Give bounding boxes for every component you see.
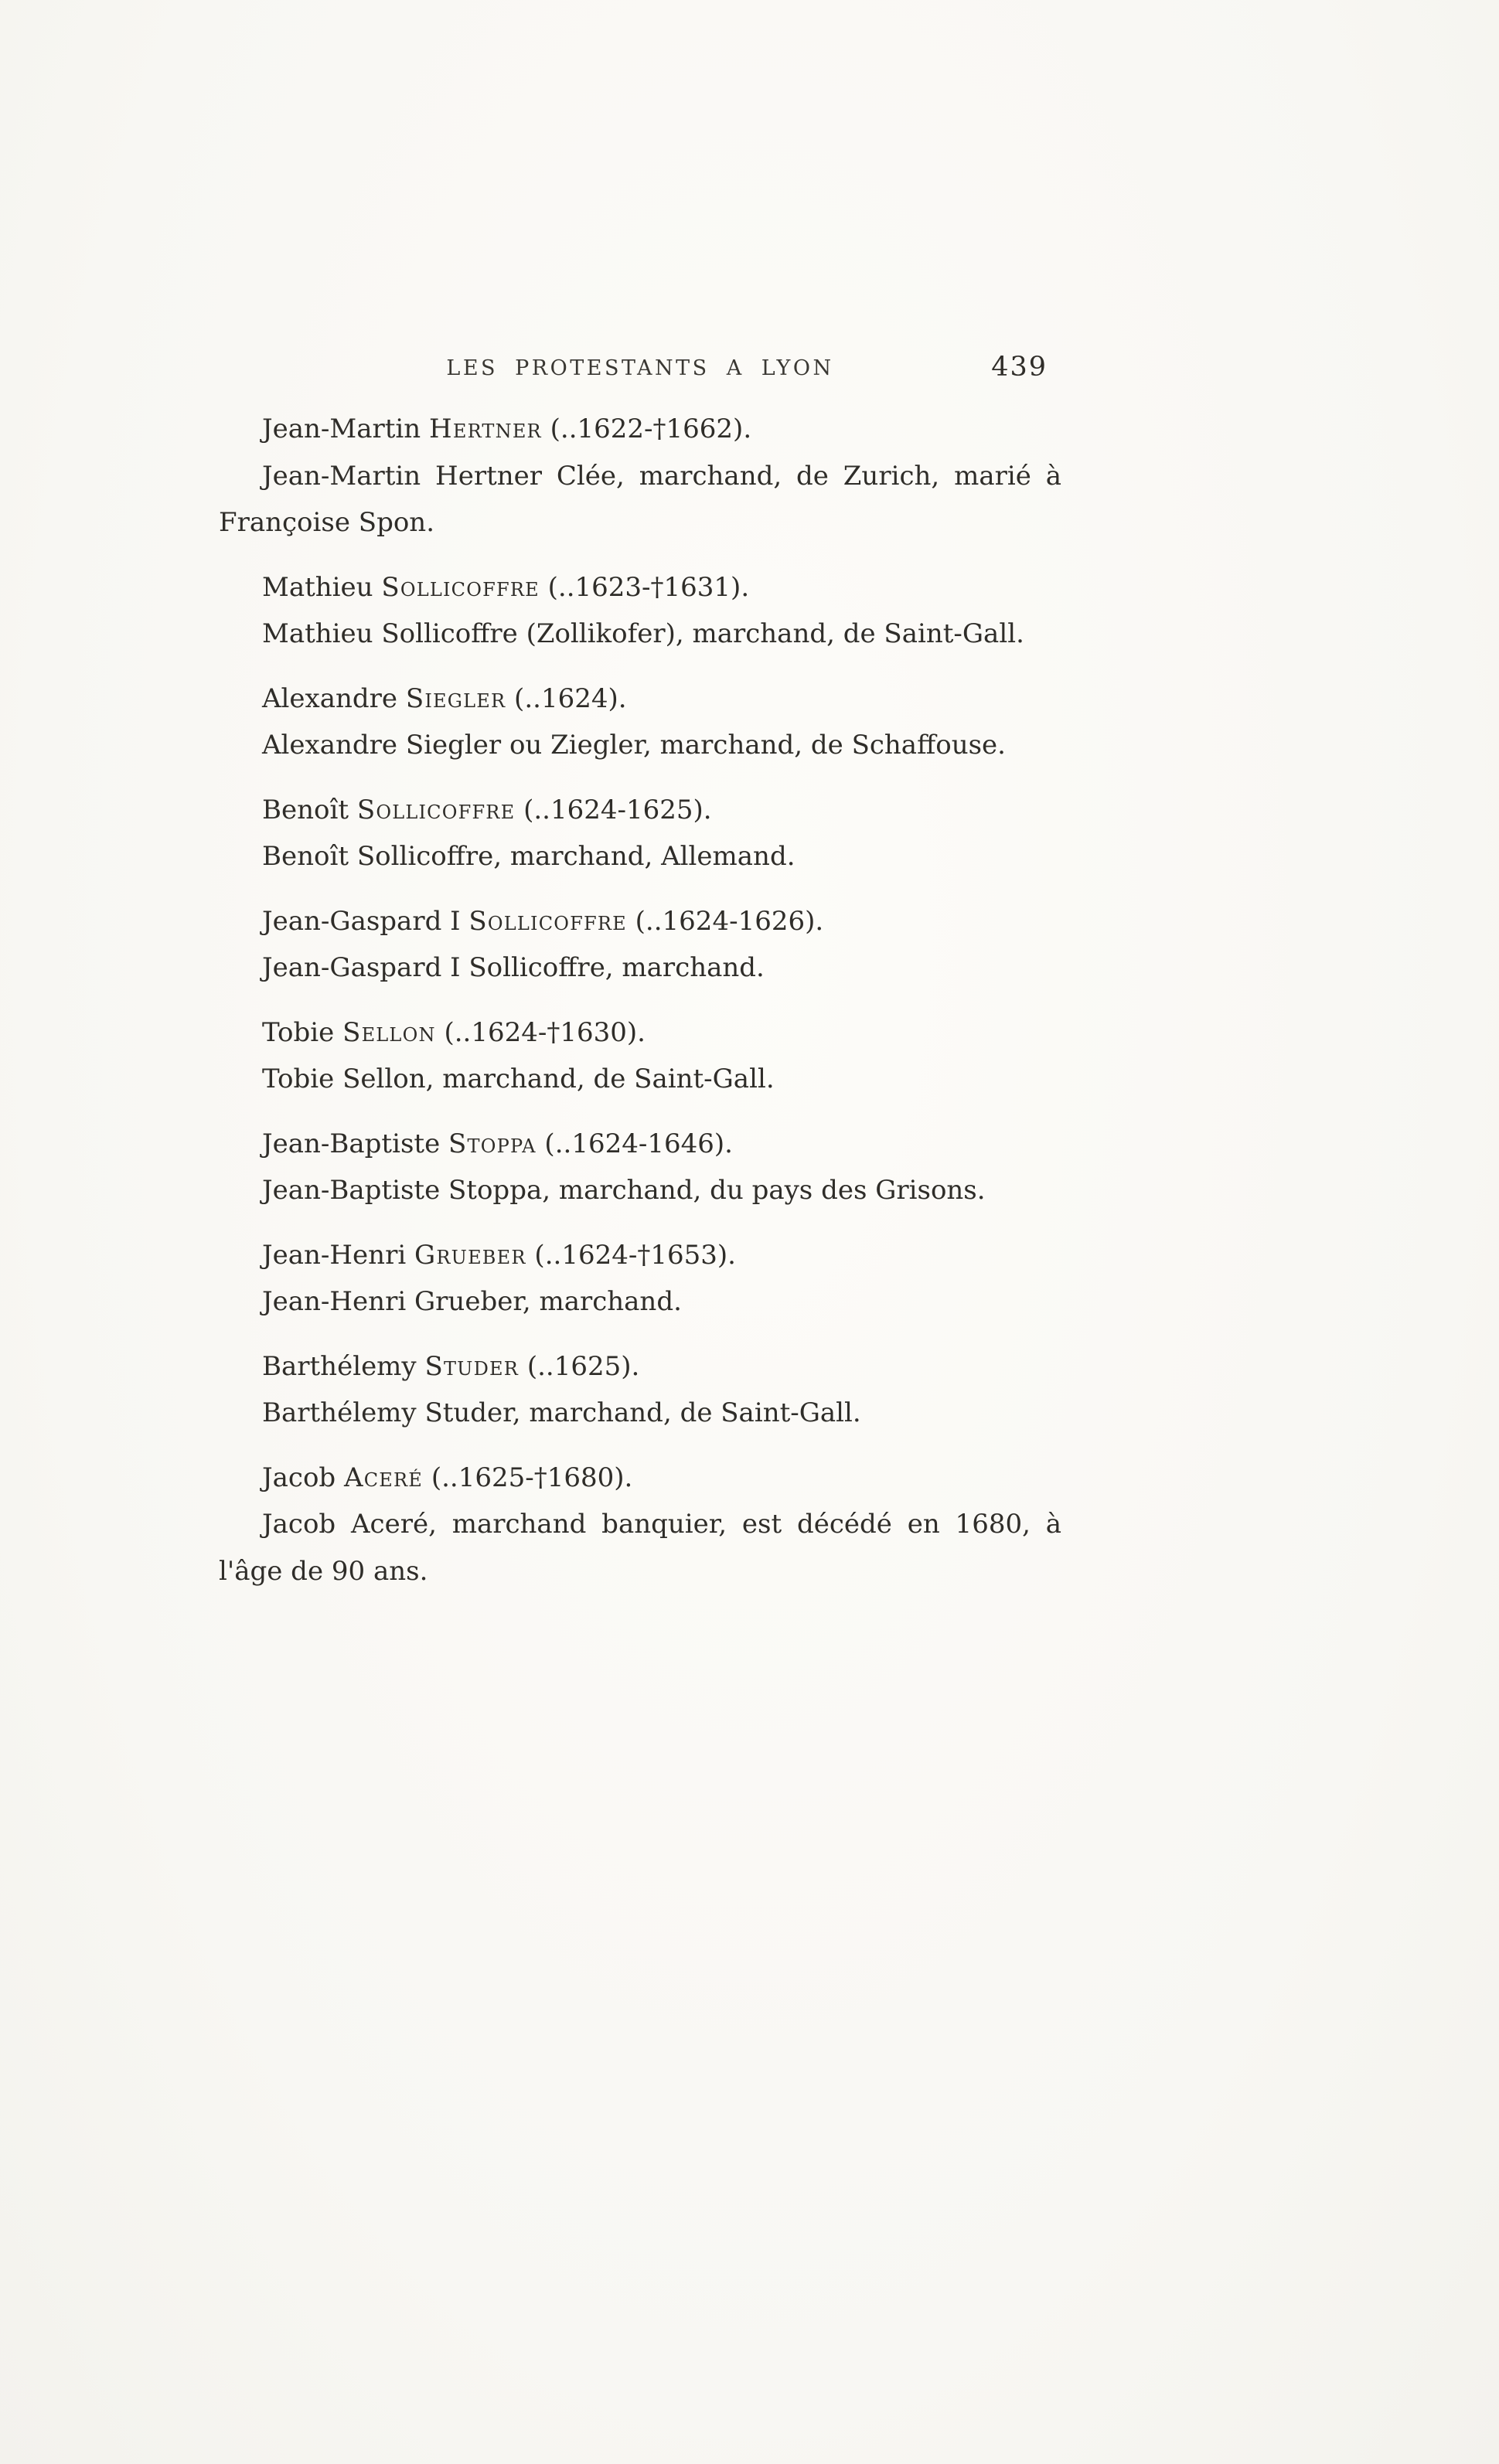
- text-block: [219, 352, 1061, 1612]
- entry: [219, 787, 1061, 880]
- entry: [219, 1121, 1061, 1214]
- entry-dates: (..1622-†1662).: [541, 414, 752, 444]
- entry-surname: Stoppa: [448, 1128, 537, 1159]
- entry-description: Jacob Aceré, marchand banquier, est décédé en 1680, à l'âge de 90 ans.: [219, 1509, 1061, 1587]
- entry-given-name: Benoît: [262, 794, 357, 825]
- entry-description: Mathieu Sollicoffre (Zollikofer), marchand, de Saint-Gall.: [262, 618, 1024, 650]
- entry-given-name: Jean-Henri: [262, 1239, 415, 1271]
- entry-description: Benoît Sollicoffre, marchand, Allemand.: [262, 841, 795, 873]
- entry-heading: [219, 1121, 1061, 1168]
- entry-dates: (..1625).: [519, 1350, 640, 1382]
- running-title: LES PROTESTANTS A LYON: [446, 356, 834, 380]
- entry-given-name: Jean-Gaspard I: [262, 905, 469, 937]
- entry: [219, 676, 1061, 769]
- entry: [219, 1455, 1061, 1595]
- entry-given-name: Tobie: [262, 1016, 343, 1048]
- entry-dates: (..1624).: [506, 682, 627, 714]
- entry-heading: [219, 1343, 1061, 1390]
- entry-surname: Grueber: [414, 1239, 526, 1271]
- entry: [219, 1009, 1061, 1103]
- entry-given-name: Jacob: [262, 1462, 344, 1493]
- entry: [219, 406, 1061, 546]
- entry-dates: (..1624-1626).: [626, 905, 824, 937]
- entry-given-name: Jean-Martin: [262, 414, 429, 444]
- entry-description: Jean-Baptiste Stoppa, marchand, du pays des Grisons.: [262, 1175, 986, 1206]
- entry: [219, 564, 1061, 658]
- entry-surname: Hertner: [429, 414, 542, 444]
- entry-heading: [219, 898, 1061, 945]
- entry-dates: (..1624-†1630).: [435, 1016, 646, 1048]
- entry-surname: Sollicoffre: [381, 571, 540, 603]
- entry-given-name: Jean-Baptiste: [262, 1128, 449, 1159]
- running-header: [219, 352, 1061, 386]
- entry-given-name: Mathieu: [262, 571, 382, 603]
- entry-surname: Siegler: [405, 682, 506, 714]
- entry-description: Tobie Sellon, marchand, de Saint-Gall.: [262, 1064, 775, 1095]
- entry-heading: [219, 1455, 1061, 1502]
- entry-heading: [219, 1009, 1061, 1057]
- entry-given-name: Alexandre: [262, 682, 406, 714]
- entry-heading: [219, 787, 1061, 834]
- entry-heading: [219, 1232, 1061, 1279]
- entry-description: Jean-Gaspard I Sollicoffre, marchand.: [262, 952, 765, 984]
- entry-surname: Sellon: [342, 1016, 436, 1048]
- entry-given-name: Barthélemy: [262, 1350, 425, 1382]
- entry-description: Jean-Martin Hertner Clée, marchand, de Zurich, marié à Françoise Spon.: [219, 460, 1061, 539]
- entry-dates: (..1624-†1653).: [526, 1239, 736, 1271]
- entry-heading: [219, 564, 1061, 611]
- page-number: 439: [991, 352, 1048, 383]
- entry: [219, 898, 1061, 992]
- entry-description: Alexandre Siegler ou Ziegler, marchand, de Schaffouse.: [262, 730, 1006, 761]
- entry-dates: (..1623-†1631).: [539, 571, 750, 603]
- entry-description: Barthélemy Studer, marchand, de Saint-Gall.: [262, 1397, 861, 1429]
- entry-surname: Sollicoffre: [468, 905, 627, 937]
- entry-surname: Studer: [424, 1350, 520, 1382]
- entry-heading: [219, 406, 1061, 453]
- entry-dates: (..1625-†1680).: [423, 1462, 633, 1493]
- entry-description: Jean-Henri Grueber, marchand.: [262, 1286, 682, 1318]
- entry-heading: [219, 676, 1061, 723]
- entry-dates: (..1624-1646).: [536, 1128, 733, 1159]
- entry: [219, 1343, 1061, 1437]
- entry-surname: Sollicoffre: [356, 794, 516, 825]
- entry-surname: Aceré: [343, 1462, 424, 1493]
- entry: [219, 1232, 1061, 1326]
- entries-list: [219, 406, 1061, 1594]
- entry-dates: (..1624-1625).: [515, 794, 712, 825]
